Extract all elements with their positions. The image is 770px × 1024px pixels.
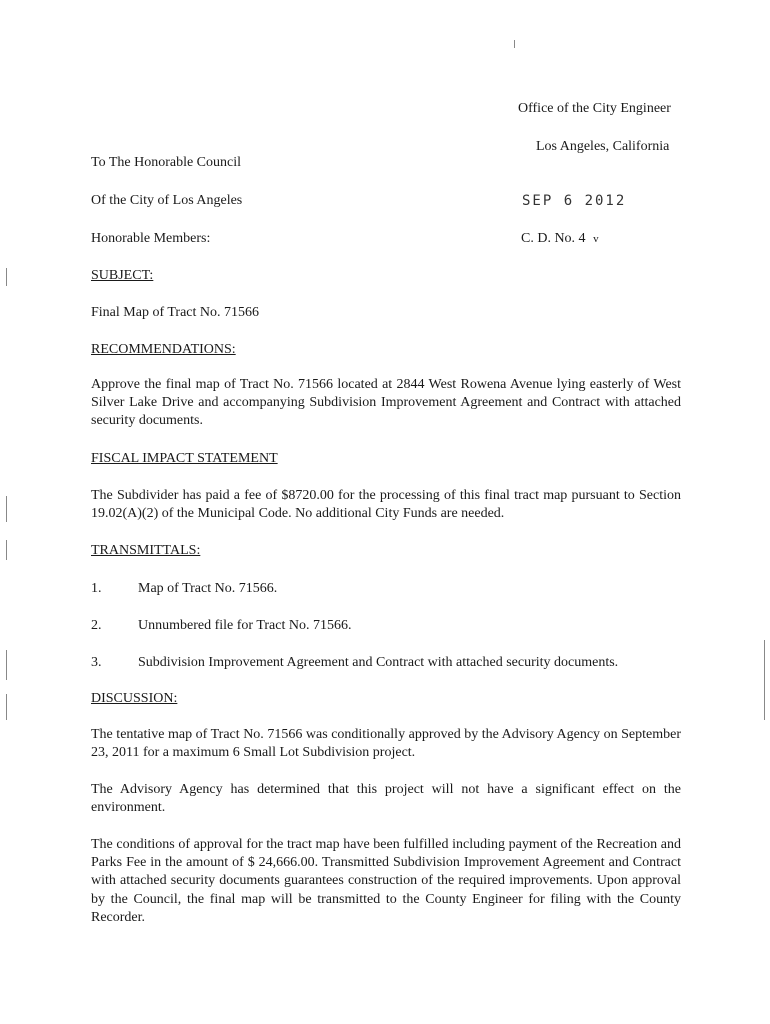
scan-edge-mark bbox=[6, 694, 7, 720]
transmittal-number: 1. bbox=[91, 581, 102, 596]
scan-edge-mark bbox=[6, 650, 7, 680]
discussion-paragraph-2: The Advisory Agency has determined that this project will not have a significant effect on the environment. bbox=[91, 782, 681, 816]
subject-text: Final Map of Tract No. 71566 bbox=[91, 305, 259, 320]
recommendations-text: Approve the final map of Tract No. 71566 located at 2844 West Rowena Avenue lying easterly of West Silver Lake Drive and accompanying Subdivision Improvement Agreement and Contract with attached security documents. bbox=[91, 377, 681, 429]
transmittal-item bbox=[91, 617, 681, 635]
scan-edge-mark bbox=[6, 496, 7, 522]
office-line: Office of the City Engineer bbox=[518, 101, 671, 116]
salutation: Honorable Members: bbox=[91, 231, 211, 246]
scan-edge-mark bbox=[514, 40, 515, 48]
cd-check-mark: v bbox=[593, 233, 599, 245]
transmittal-text: Map of Tract No. 71566. bbox=[138, 581, 278, 596]
discussion-paragraph-1: The tentative map of Tract No. 71566 was conditionally approved by the Advisory Agency on September 23, 2011 for a maximum 6 Small Lot Subdivision project. bbox=[91, 727, 681, 761]
subject-heading: SUBJECT: bbox=[91, 268, 154, 283]
transmittal-text: Subdivision Improvement Agreement and Contract with attached security documents. bbox=[138, 655, 619, 670]
fiscal-impact-heading: FISCAL IMPACT STATEMENT bbox=[91, 451, 278, 466]
cd-number bbox=[521, 230, 641, 248]
scan-edge-mark bbox=[6, 540, 7, 560]
transmittal-item bbox=[91, 654, 681, 672]
scan-edge-mark bbox=[6, 268, 7, 286]
fiscal-impact-text: The Subdivider has paid a fee of $8720.00 for the processing of this final tract map pursuant to Section 19.02(A)(2) of the Municipal Code. No additional City Funds are needed. bbox=[91, 488, 681, 522]
scan-edge-mark bbox=[764, 640, 765, 720]
location-line: Los Angeles, California bbox=[536, 139, 670, 154]
date-stamp: SEP 6 2012 bbox=[522, 193, 627, 209]
transmittal-item bbox=[91, 580, 681, 598]
discussion-heading: DISCUSSION: bbox=[91, 691, 178, 706]
addressee-line-1: To The Honorable Council bbox=[91, 155, 242, 170]
discussion-paragraph-3: The conditions of approval for the tract map have been fulfilled including payment of the Recreation and Parks Fee in the amount of $ 24,666.00. Transmitted Subdivision Improvement Agreement and Contract with attached security documents guarantees construction of the required improvements. Upon approval by the Council, the final map will be transmitted to the County Engineer for filing with the County Recorder. bbox=[91, 837, 681, 925]
transmittal-text: Unnumbered file for Tract No. 71566. bbox=[138, 618, 352, 633]
transmittal-number: 3. bbox=[91, 655, 102, 670]
recommendations-heading: RECOMMENDATIONS: bbox=[91, 342, 236, 357]
cd-number-text: C. D. No. 4 bbox=[521, 231, 586, 246]
transmittals-heading: TRANSMITTALS: bbox=[91, 543, 201, 558]
addressee-line-2: Of the City of Los Angeles bbox=[91, 193, 243, 208]
transmittal-number: 2. bbox=[91, 618, 102, 633]
